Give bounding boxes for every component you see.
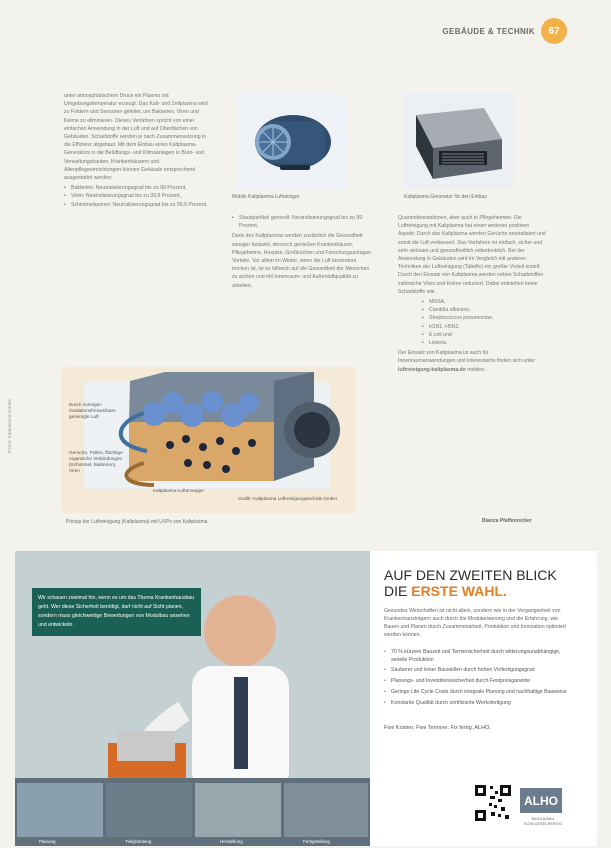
website-link[interactable]: luftreinigung-kaltplasma.de bbox=[398, 366, 466, 373]
left-bullet-3: • Schimmelsporen: Neutralisierungsgrad bis zu 99,9 Prozent. bbox=[64, 201, 214, 209]
right-bullet-1: • MRSA, bbox=[422, 298, 546, 306]
ad-footer-label-4: Fertigstellung bbox=[303, 839, 331, 844]
diagram-label-3: Kaltplasma-Lufterzeuger bbox=[153, 488, 205, 493]
ad-benefit-3: • Planungs- und Investitionssicherheit durch Festpreisgarantie bbox=[384, 678, 574, 686]
diagram-caption: Prinzip der Luftreinigung (Kaltplasma) mit UVPs von Kaltplasma bbox=[66, 519, 208, 525]
page-header bbox=[442, 18, 567, 44]
alho-advertisement[interactable] bbox=[15, 551, 597, 846]
left-bullet-2: • Viren: Neutralisierungsgrad bis zu 99,9 Prozent, bbox=[64, 192, 214, 200]
section-title: GEBÄUDE & TECHNIK bbox=[442, 26, 535, 36]
author-name: Bianca Pfaffenrecker bbox=[482, 518, 532, 524]
ad-benefit-5: • Konstante Qualität durch zertifizierte Werksfertigung bbox=[384, 700, 574, 708]
ad-benefit-4: • Geringe Life Cycle Costs durch integrale Planung und nachhaltige Bauweise bbox=[384, 689, 574, 697]
diagram-label-1: Durch sonnigen Oxidationsfreisetzbare gereinigte Luft bbox=[69, 402, 116, 419]
qr-code[interactable] bbox=[473, 783, 513, 823]
air-purifier-illustration bbox=[238, 94, 348, 189]
right-bullet-3: • Streptococcus pneumoniae, bbox=[422, 314, 546, 322]
right-bullet-6: • Listeria. bbox=[422, 339, 546, 347]
ad-headline bbox=[384, 567, 574, 599]
right-bullets bbox=[422, 298, 546, 347]
alho-logo-subtitle: MODULBAU SCHLÜSSELFERTIG bbox=[523, 816, 563, 826]
ad-benefit-2: • Sauberer und leiser Baustellen durch hohen Vorfertigungsgrad bbox=[384, 667, 574, 675]
right-bullet-5: • E.coli und bbox=[422, 331, 546, 339]
left-bullets bbox=[64, 184, 214, 209]
left-bullet-1: • Bakterien: Neutralisierungsgrad bis zu 99 Prozent, bbox=[64, 184, 214, 192]
left-text-column bbox=[64, 92, 214, 209]
ad-footer-label-2: Tiefgründung bbox=[125, 839, 152, 844]
ad-body-text: Gesundes Wirtschaften ist nicht allein, sondern wie in der Vergangenheit von Krankenhausträgern auch durch die Modularisierung und die Erfahrung, wie Bauen und Planen durch Zusammenarbeit, Produktion und Innovation optimiert werden können. bbox=[384, 608, 566, 638]
page-number-badge: 67 bbox=[541, 18, 567, 44]
right-text-column bbox=[398, 214, 546, 374]
right-paragraph-2-text: Der Einsatz von Kaltplasma ist auch für Innenraumanwendungen und Interessierte finden sich unter bbox=[398, 350, 535, 365]
ad-headline-accent: ERSTE WAHL. bbox=[411, 583, 507, 599]
ad-footer-label-3: Herstellung bbox=[220, 839, 243, 844]
ad-quote-box: Wir schauen zweimal hin, wenn es um das Thema Krankenhausbau geht. Wer diese Sicherheit benötigt, darf nicht auf Sicht planen, sondern muss gleichwertige Bewertungen von Modulbau ansehen und entwickeln. bbox=[32, 588, 201, 636]
ad-photo-panel bbox=[15, 551, 370, 846]
ad-headline-prefix: DIE bbox=[384, 583, 408, 599]
right-paragraph-2 bbox=[398, 349, 546, 374]
ad-copy-panel bbox=[384, 567, 574, 731]
middle-paragraph: Dank des Kaltplasmas werden zusätzlich die Gesundheit weniger belastet, dennoch genießen Krankenhäuser, Pflegeheime, Hospize, Großküchen und Forschungsanlagen Vorteile. Vor allem im Winter, wenn die Luft besonders trocken ist, ist es hilfreich auf die Gesundheit der Menschen zu achten und mit Innenraum- und Außenluftqualität zu arbeiten. bbox=[232, 233, 371, 289]
ad-headline-line-1: AUF DEN ZWEITEN BLICK bbox=[384, 567, 557, 583]
ad-slogan: Fixe Kosten. Fixe Termine. Fix fertig. ALHO. bbox=[384, 725, 491, 732]
right-bullet-2: • Candida albicans, bbox=[422, 306, 546, 314]
image-caption-left: Mobile Kaltplasma-Luftreiniger bbox=[232, 194, 300, 200]
middle-bullet-1: • Staubpartikel generell: Neutralisierungsgrad bis zu 99 Prozent. bbox=[232, 214, 372, 230]
right-paragraph-1: Quarantänestationen, aber auch in Pflegeheimen. Die Luftreinigung mit Kaltplasma hat einen weiteren positiven Aspekt: Durch das Kaltplasma werden Gerüche neutralisiert und somit die Luft verbessert. Das Verfahren ist einfach, sicher und sehr wirksam und gesundheitlich unbedenklich. Bei der Anwendung in Gebäuden wird im Vergleich mit anderen Techniken der Luftreinigung (Tabelle) ein großer Vorteil erzielt: Durch den Einsatz von Kaltplasma werden neben Schadstoffen zahlreiche Viren und Keime reduziert. Dabei entstehen keine Schadstoffe wie bbox=[398, 215, 546, 295]
right-paragraph-3-text: melden. bbox=[467, 366, 486, 373]
generator-illustration bbox=[402, 92, 514, 189]
plasma-generator-image bbox=[402, 92, 514, 189]
diagram-credit: Grafik: Kaltplasma Luftreinigungstechnik GmbH bbox=[238, 496, 337, 501]
mobile-air-purifier-image bbox=[238, 94, 348, 189]
middle-bullets bbox=[232, 214, 372, 230]
ad-footer-label-1: Planung bbox=[39, 839, 56, 844]
photo-credit: Fotos: Kaltplasma GmbH bbox=[8, 399, 13, 453]
right-bullet-4: • H1N1, H5N1, bbox=[422, 323, 546, 331]
air-cleaning-diagram bbox=[62, 367, 356, 513]
ad-benefits-list bbox=[384, 649, 574, 707]
left-paragraph: unter atmosphärischem Druck ein Plasma mit Umgebungstemperatur erzeugt. Das Kalt- und Zellplasma wird zu Feldern und Sensoren geleitet, um Bakterien, Viren und Keime zu eliminieren. Dieses Verfahren spricht von einer einfachen Anwendung in der Luft und auf Oberflächen von Gebäuden. Schadstoffe werden je nach Zusammensetzung in die Effizienz abgebaut. Mit dem Einbau eines Kaltplasma-Generators in die Belüftungs- und Klimaanlagen in Büro- und Verwaltungsbauten, Krankenhäusern und Altenpflegeeinrichtungen können Gebäude entsprechend ausgestattet werden: bbox=[64, 93, 208, 182]
ad-headline-line-2 bbox=[384, 583, 574, 599]
diagram-label-2: Gerüche, Pollen, flüchtige organische Verbindungen (Schimmel, Bakterien), Viren bbox=[69, 450, 123, 473]
alho-logo: ALHO bbox=[520, 788, 562, 813]
middle-text-column bbox=[232, 214, 372, 290]
ad-benefit-1: • 70 % kürzere Bauzeit und Terminsicherheit durch witterungsunabhängige, serielle Produktion bbox=[384, 649, 574, 664]
image-caption-right: Kaltplasma-Generator für den Einbau bbox=[404, 194, 487, 200]
qr-code-icon bbox=[473, 783, 513, 823]
